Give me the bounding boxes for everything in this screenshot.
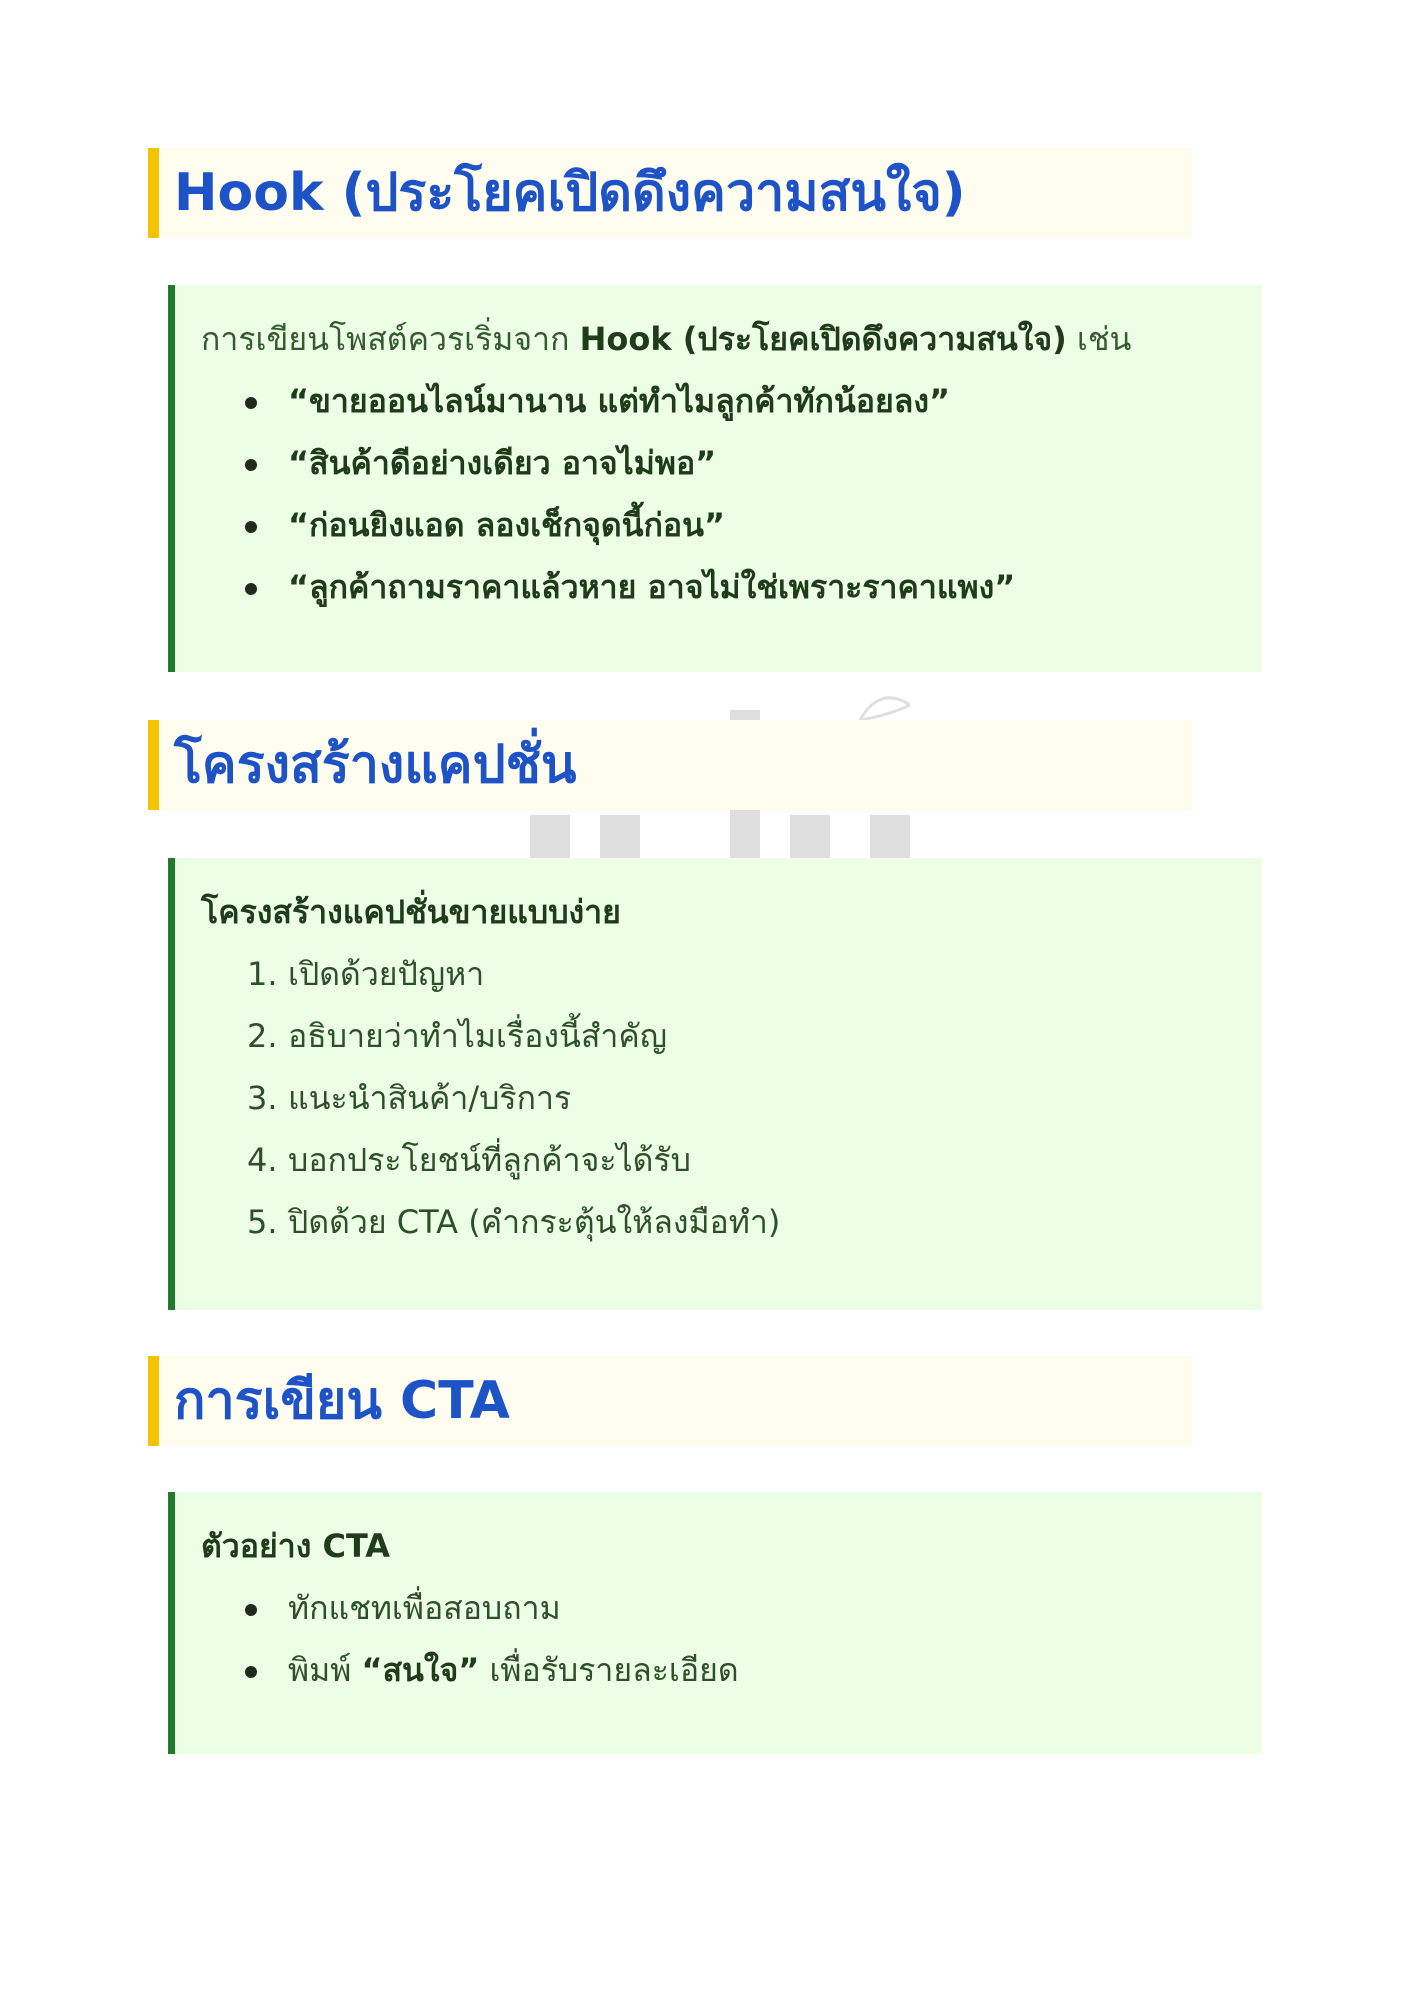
list-item xyxy=(201,1140,1232,1180)
list-item: “ขายออนไลน์มานาน แต่ทำไมลูกค้าทักน้อยลง” xyxy=(201,381,1232,421)
step-text: บอกประโยชน์ที่ลูกค้าจะได้รับ xyxy=(288,1141,691,1179)
item-text-end: เพื่อรับรายละเอียด xyxy=(479,1651,739,1689)
step-number: 3. xyxy=(247,1079,278,1117)
hook-intro xyxy=(201,319,1232,359)
list-item: “ก่อนยิงแอด ลองเช็กจุดนี้ก่อน” xyxy=(201,505,1232,545)
list-item xyxy=(201,1202,1232,1242)
list-item xyxy=(201,954,1232,994)
list-item: “สินค้าดีอย่างเดียว อาจไม่พอ” xyxy=(201,443,1232,483)
caption-steps-list xyxy=(201,954,1232,1242)
hook-examples-list xyxy=(201,381,1232,607)
list-item xyxy=(201,1078,1232,1118)
list-item xyxy=(201,1016,1232,1056)
item-text: พิมพ์ xyxy=(288,1651,362,1689)
cta-examples-list xyxy=(201,1588,1232,1690)
step-number: 4. xyxy=(247,1141,278,1179)
cta-card xyxy=(168,1492,1262,1754)
step-text: เปิดด้วยปัญหา xyxy=(288,955,485,993)
section-heading-hook xyxy=(148,148,1192,238)
intro-text-end: เช่น xyxy=(1066,320,1132,358)
step-number: 2. xyxy=(247,1017,278,1055)
item-bold-text: “สนใจ” xyxy=(361,1651,480,1689)
section-title: โครงสร้างแคปชั่น xyxy=(174,735,577,795)
step-number: 5. xyxy=(247,1203,278,1241)
step-number: 1. xyxy=(247,955,278,993)
hook-card xyxy=(168,285,1262,672)
card-subheading: โครงสร้างแคปชั่นขายแบบง่าย xyxy=(201,893,621,931)
intro-text: การเขียนโพสต์ควรเริ่มจาก xyxy=(201,320,580,358)
intro-bold-text: Hook (ประโยคเปิดดึงความสนใจ) xyxy=(579,320,1067,358)
section-heading-cta xyxy=(148,1356,1192,1446)
list-item xyxy=(201,1650,1232,1690)
section-title: Hook (ประโยคเปิดดึงความสนใจ) xyxy=(174,163,966,223)
caption-structure-card xyxy=(168,858,1262,1310)
step-text: อธิบายว่าทำไมเรื่องนี้สำคัญ xyxy=(288,1017,667,1055)
card-subheading: ตัวอย่าง CTA xyxy=(201,1527,391,1565)
list-item: ทักแชทเพื่อสอบถาม xyxy=(201,1588,1232,1628)
section-title: การเขียน CTA xyxy=(174,1371,510,1431)
step-text: แนะนำสินค้า/บริการ xyxy=(288,1079,572,1117)
list-item: “ลูกค้าถามราคาแล้วหาย อาจไม่ใช่เพราะราคาแพง” xyxy=(201,567,1232,607)
step-text: ปิดด้วย CTA (คำกระตุ้นให้ลงมือทำ) xyxy=(288,1203,781,1241)
section-heading-caption-structure xyxy=(148,720,1192,810)
